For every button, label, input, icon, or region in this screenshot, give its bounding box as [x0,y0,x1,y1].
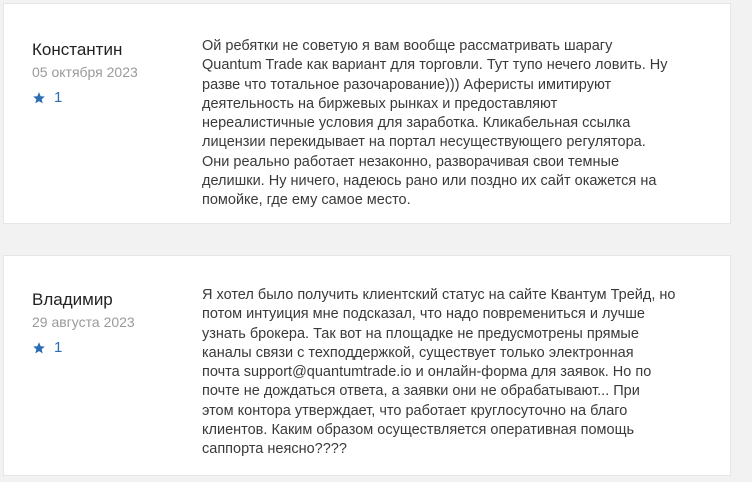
review-card [3,3,731,224]
review-rating [32,89,62,106]
review-date: 29 августа 2023 [32,314,135,330]
review-text: Ой ребятки не советую я вам вообще рассматривать шарагу Quantum Trade как вариант для торговли. Тут тупо нечего ловить. Ну разве что тотальное разочарование))) Аферисты имитируют деятельность на биржевых рынках и предоставляют нереалистичные условия для заработка. Кликабельная ссылка лицензии перекидывает на портал несуществующего регулятора. Они реально работает незаконно, разворачивая свои темные делишки. Ну ничего, надеюсь рано или поздно их сайт окажется на помойке, где ему самое место. [202,38,668,209]
star-icon [32,91,46,105]
review-rating [32,339,62,356]
rating-value: 1 [54,89,63,106]
review-text: Я хотел было получить клиентский статус на сайте Квантум Трейд, но потом интуиция мне подсказал, что надо повремениться и лучше узнать брокера. Так вот на площадке не предусмотрены прямые каналы связи с техподдержкой, существует только электронная почта support@quantumtrade.io и онлайн-форма для заявок. Но по почте не дождаться ответа, а заявки они не обрабатывают... При этом контора утверждает, что работает круглосуточно на благо клиентов. Каким образом осуществляется оперативная помощь саппорта неясно???? [202,287,676,458]
rating-value: 1 [54,339,63,356]
star-icon [32,341,46,355]
review-author: Владимир [32,290,113,309]
review-author: Константин [32,40,123,59]
review-date: 05 октября 2023 [32,64,138,80]
review-card [3,255,731,476]
